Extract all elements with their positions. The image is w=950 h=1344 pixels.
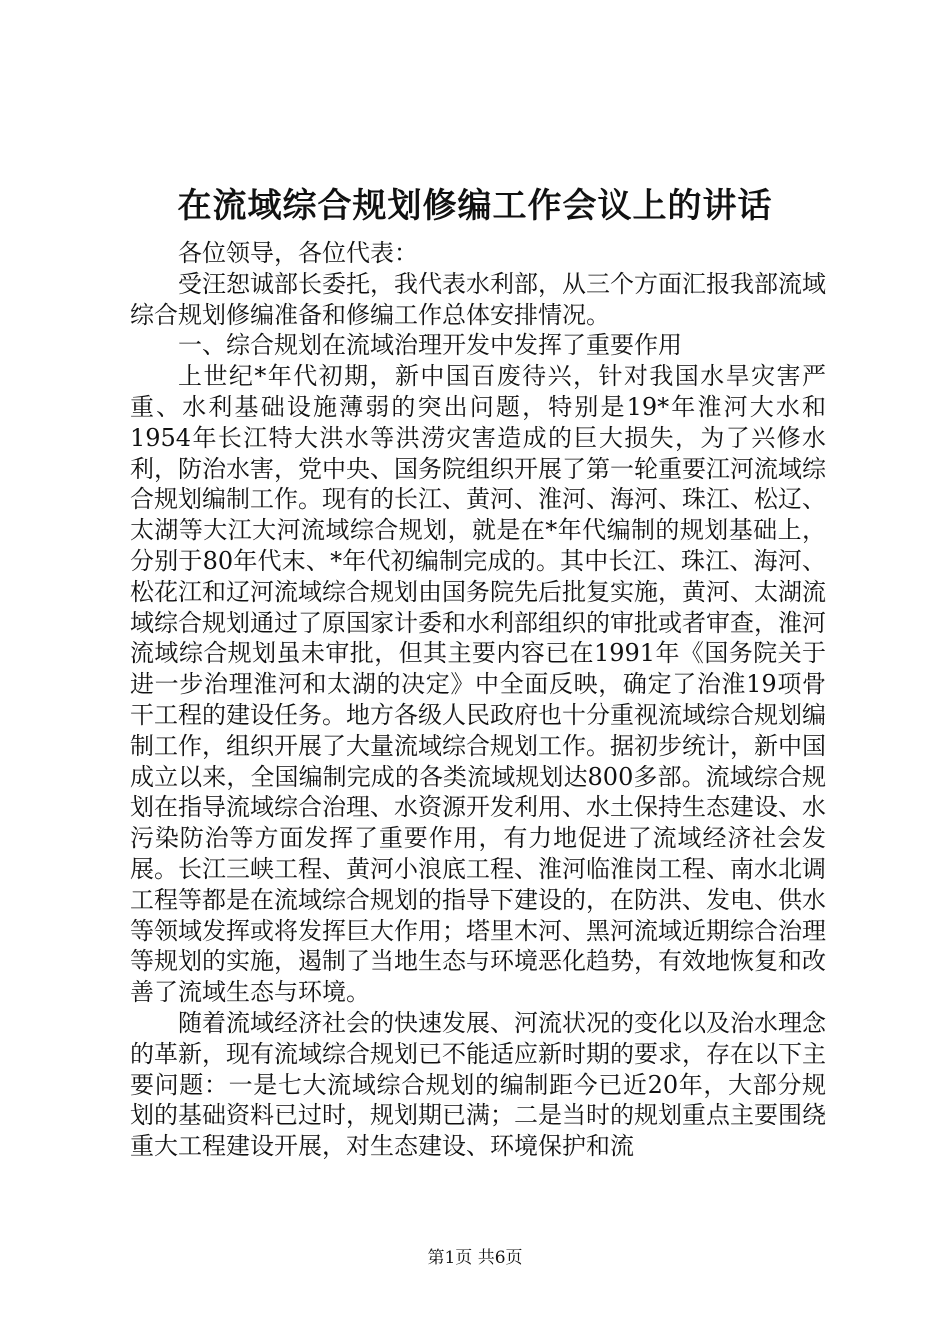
body-paragraph: 随着流域经济社会的快速发展、河流状况的变化以及治水理念的革新，现有流域综合规划已不能适应新时期的要求，存在以下主要问题：一是七大流域综合规划的编制距今已近20年，大部分规划的基础资料已过时，规划期已满；二是当时的规划重点主要围绕重大工程建设开展，对生态建设、环境保护和流	[130, 1008, 826, 1161]
document-body	[130, 238, 826, 1162]
intro-paragraph: 受汪恕诚部长委托，我代表水利部，从三个方面汇报我部流域综合规划修编准备和修编工作总体安排情况。	[130, 269, 826, 329]
document-title: 在流域综合规划修编工作会议上的讲话	[177, 186, 773, 226]
body-paragraph: 上世纪*年代初期，新中国百废待兴，针对我国水旱灾害严重、水利基础设施薄弱的突出问题，特别是19*年淮河大水和1954年长江特大洪水等洪涝灾害造成的巨大损失，为了兴修水利，防治水害，党中央、国务院组织开展了第一轮重要江河流域综合规划编制工作。现有的长江、黄河、淮河、海河、珠江、松辽、太湖等大江大河流域综合规划，就是在*年代编制的规划基础上，分别于80年代末、*年代初编制完成的。其中长江、珠江、海河、松花江和辽河流域综合规划由国务院先后批复实施，黄河、太湖流域综合规划通过了原国家计委和水利部组织的审批或者审查，淮河流域综合规划虽未审批，但其主要内容已在1991年《国务院关于进一步治理淮河和太湖的决定》中全面反映，确定了治淮19项骨干工程的建设任务。地方各级人民政府也十分重视流域综合规划编制工作，组织开展了大量流域综合规划工作。据初步统计，新中国成立以来，全国编制完成的各类流域规划达800多部。流域综合规划在指导流域综合治理、水资源开发利用、水土保持生态建设、水污染防治等方面发挥了重要作用，有力地促进了流域经济社会发展。长江三峡工程、黄河小浪底工程、淮河临淮岗工程、南水北调工程等都是在流域综合规划的指导下建设的，在防洪、发电、供水等领域发挥或将发挥巨大作用；塔里木河、黑河流域近期综合治理等规划的实施，遏制了当地生态与环境恶化趋势，有效地恢复和改善了流域生态与环境。	[130, 362, 826, 1007]
page-number-footer: 第1页 共6页	[427, 1248, 523, 1268]
section-heading: 一、综合规划在流域治理开发中发挥了重要作用	[178, 331, 682, 360]
salutation-paragraph: 各位领导，各位代表：	[178, 239, 418, 267]
